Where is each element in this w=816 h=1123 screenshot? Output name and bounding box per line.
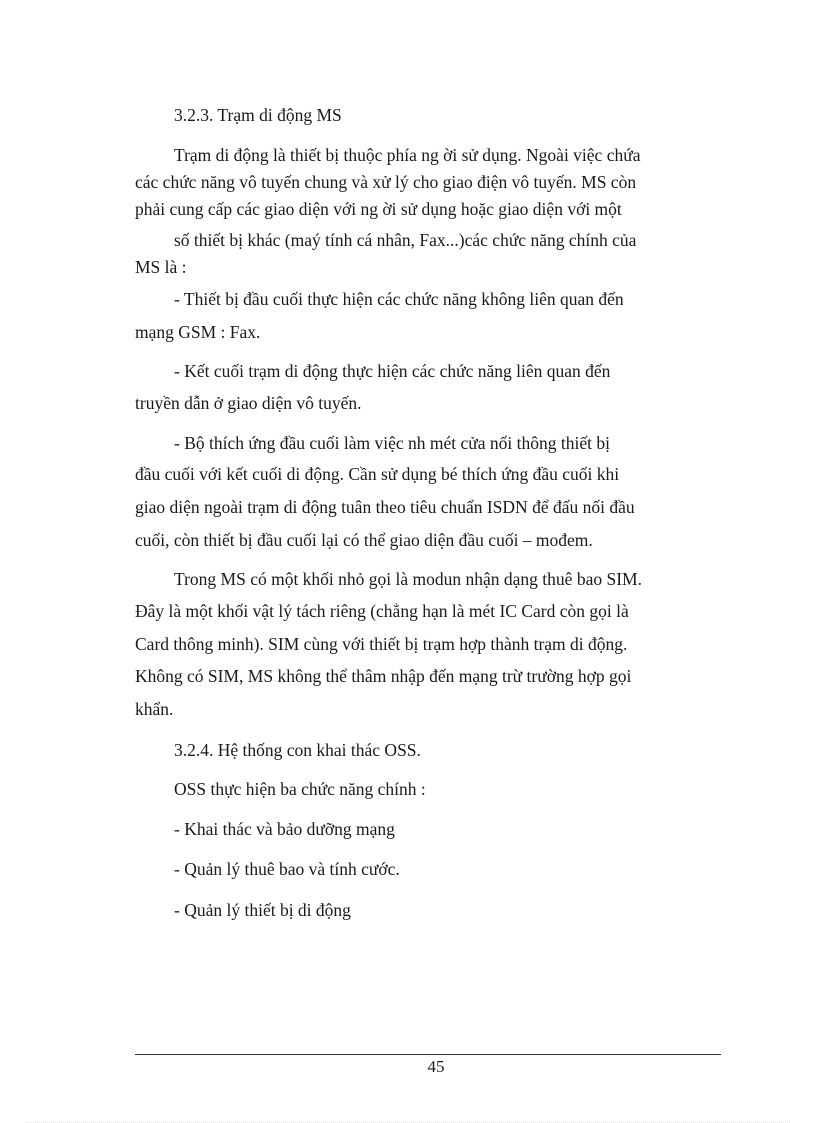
paragraph-line: số thiết bị khác (maý tính cá nhân, Fax...)các chức năng chính của [174, 230, 637, 250]
paragraph-line: OSS thực hiện ba chức năng chính : [174, 779, 426, 799]
list-item: - Bộ thích ứng đầu cuối làm việc nh mét cửa nối thông thiết bị [174, 433, 610, 453]
paragraph-line: các chức năng vô tuyến chung và xử lý cho giao điện vô tuyến. MS còn [135, 172, 637, 192]
paragraph-line: Đây là một khối vật lý tách riêng (chẳng hạn là mét IC Card còn gọi là [135, 601, 629, 621]
list-item: - Thiết bị đầu cuối thực hiện các chức năng không liên quan đến [174, 289, 624, 309]
list-item-continuation: giao diện ngoài trạm di động tuân theo tiêu chuẩn ISDN để đấu nối đầu [135, 497, 635, 517]
list-item: - Quản lý thiết bị di động [174, 900, 351, 920]
paragraph-line: Trong MS có một khối nhỏ gọi là modun nhận dạng thuê bao SIM. [174, 569, 642, 589]
list-item-continuation: mạng GSM : Fax. [135, 322, 261, 342]
page-number: 45 [427, 1057, 445, 1076]
paragraph-line: MS là : [135, 257, 187, 277]
section-heading: 3.2.3. Trạm di động MS [174, 105, 342, 125]
list-item: - Quản lý thuê bao và tính cước. [174, 859, 400, 879]
paragraph-line: Card thông minh). SIM cùng với thiết bị trạm hợp thành trạm di động. [135, 634, 628, 654]
list-item: - Khai thác và bảo dưỡng mạng [174, 819, 395, 839]
paragraph-line: khẩn. [135, 699, 174, 719]
paragraph-line: phải cung cấp các giao diện với ng ời sử dụng hoặc giao diện với một [135, 199, 622, 219]
list-item-continuation: cuối, còn thiết bị đầu cuối lại có thể giao diện đầu cuối – mođem. [135, 530, 593, 550]
list-item-continuation: truyền dẫn ở giao diện vô tuyến. [135, 393, 362, 413]
paragraph-line: Trạm di động là thiết bị thuộc phía ng ời sử dụng. Ngoài việc chứa [174, 145, 641, 165]
list-item-continuation: đầu cuối với kết cuối di động. Cần sử dụng bé thích ứng đầu cuối khi [135, 464, 620, 484]
section-heading: 3.2.4. Hệ thống con khai thác OSS. [174, 740, 421, 760]
paragraph-line: Không có SIM, MS không thể thâm nhập đến mạng trừ trường hợp gọi [135, 666, 632, 686]
footer-divider [135, 1054, 721, 1055]
list-item: - Kết cuối trạm di động thực hiện các chức năng liên quan đến [174, 361, 611, 381]
